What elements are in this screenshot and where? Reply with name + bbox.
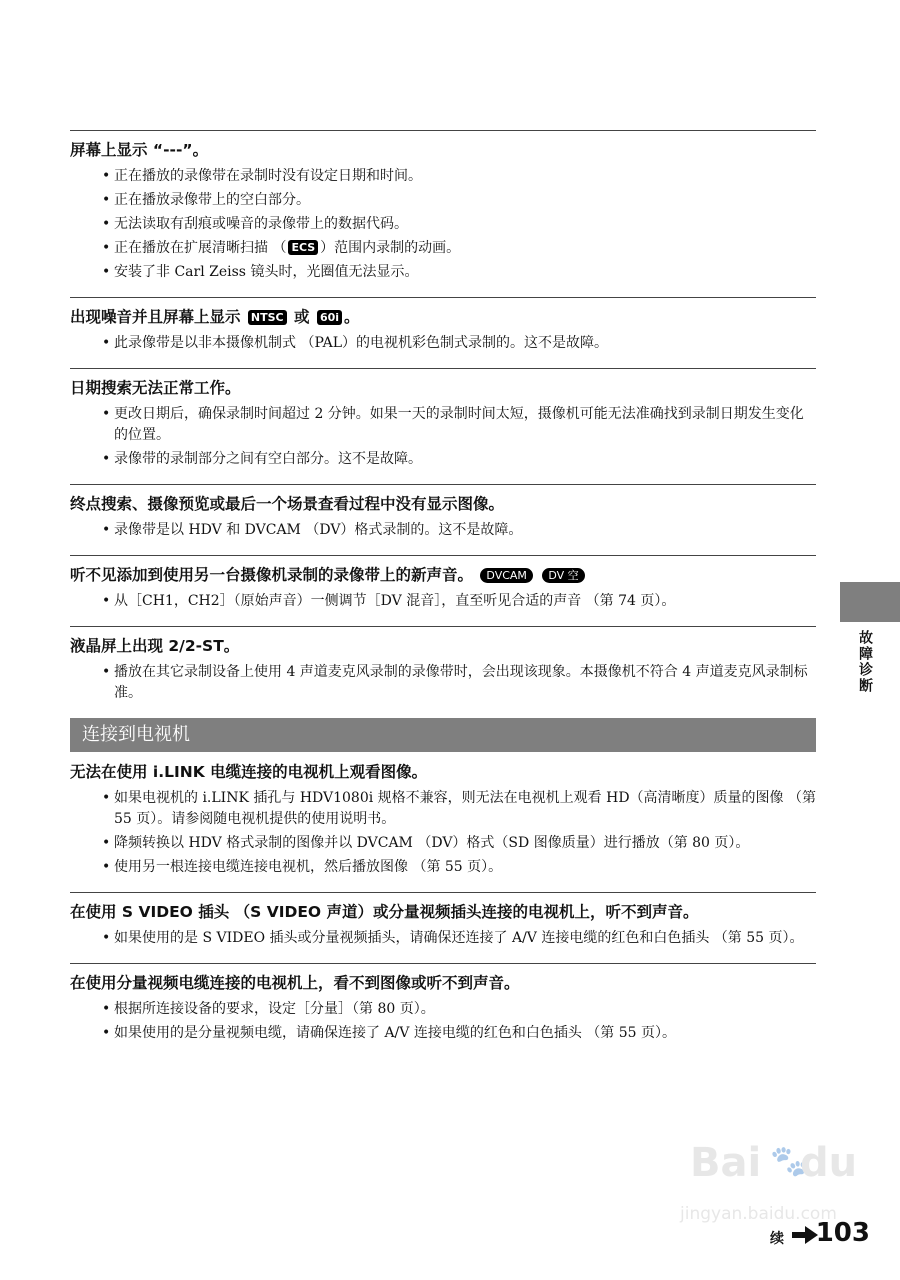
list-item: • 录像带的录制部分之间有空白部分。这不是故障。: [102, 451, 422, 467]
section-noise-display: [70, 307, 816, 354]
section-ilink: [70, 762, 816, 878]
bullet-list: [70, 520, 816, 541]
page-number: 103: [815, 1218, 870, 1248]
section-blank-display: [70, 140, 816, 283]
divider: [70, 892, 816, 893]
bullet-list: [70, 788, 816, 878]
list-item: • 使用另一根连接电缆连接电视机，然后播放图像 （第 55 页）。: [102, 859, 503, 875]
section-heading: 在使用分量视频电缆连接的电视机上，看不到图像或听不到声音。: [70, 974, 520, 992]
section-heading: 出现噪音并且屏幕上显示 NTSC 或 60i 。: [70, 308, 360, 326]
divider: [70, 963, 816, 964]
list-item: • 如果使用的是 S VIDEO 插头或分量视频插头，请确保还连接了 A/V 连接电缆的红色和白色插头 （第 55 页）。: [102, 930, 804, 946]
list-item: • 如果使用的是分量视频电缆，请确保连接了 A/V 连接电缆的红色和白色插头 （第 55 页）。: [102, 1025, 677, 1041]
bullet-list: [70, 662, 816, 704]
chapter-label: 故障诊断: [857, 630, 873, 694]
bullet-list: [70, 333, 816, 354]
section-end-search: [70, 494, 816, 541]
paw-icon: 🐾: [770, 1144, 808, 1179]
divider: [70, 626, 816, 627]
baidu-watermark: Bai 🐾 du jingyan.baidu.com: [680, 1140, 858, 1224]
bullet-list: [70, 591, 816, 612]
continued-label: 续: [770, 1231, 784, 1247]
divider: [70, 130, 816, 131]
section-date-search: [70, 378, 816, 470]
page-content: [70, 130, 816, 1058]
section-title-bar: 连接到电视机: [70, 718, 816, 752]
chapter-tab: [840, 582, 900, 622]
section-heading: 日期搜索无法正常工作。: [70, 379, 241, 397]
section-heading: 液晶屏上出现 2/2-ST。: [70, 637, 240, 655]
section-heading: 在使用 S VIDEO 插头 （S VIDEO 声道）或分量视频插头连接的电视机上，听不到声音。: [70, 903, 699, 921]
list-item: • 正在播放录像带上的空白部分。: [102, 192, 310, 208]
dvcam-badge-icon: DVCAM: [480, 568, 533, 583]
section-heading: 终点搜索、摄像预览或最后一个场景查看过程中没有显示图像。: [70, 495, 505, 513]
section-component-video: [70, 973, 816, 1044]
list-item: • 正在播放在扩展清晰扫描 （ ECS ）范围内录制的动画。: [102, 240, 461, 256]
60i-badge-icon: 60i: [317, 310, 342, 325]
ecs-badge-icon: ECS: [288, 240, 318, 255]
divider: [70, 297, 816, 298]
list-item: • 此录像带是以非本摄像机制式 （PAL）的电视机彩色制式录制的。这不是故障。: [102, 335, 608, 351]
arrow-right-icon: [792, 1226, 818, 1244]
list-item: • 更改日期后，确保录制时间超过 2 分钟。如果一天的录制时间太短，摄像机可能无法准确找到录制日期发生变化的位置。: [102, 406, 804, 443]
divider: [70, 555, 816, 556]
list-item: • 从［CH1，CH2］（原始声音）一侧调节［DV 混音］，直至听见合适的声音 （第 74 页）。: [102, 593, 676, 609]
bullet-list: [70, 999, 816, 1044]
list-item: • 播放在其它录制设备上使用 4 声道麦克风录制的录像带时，会出现该现象。本摄像机不符合 4 声道麦克风录制标准。: [102, 664, 808, 701]
section-heading: 无法在使用 i.LINK 电缆连接的电视机上观看图像。: [70, 763, 428, 781]
ntsc-badge-icon: NTSC: [248, 310, 287, 325]
list-item: • 安装了非 Carl Zeiss 镜头时，光圈值无法显示。: [102, 264, 419, 280]
list-item: • 根据所连接设备的要求，设定［分量］（第 80 页）。: [102, 1001, 435, 1017]
list-item: • 如果电视机的 i.LINK 插孔与 HDV1080i 规格不兼容，则无法在电视机上观看 HD（高清晰度）质量的图像 （第 55 页）。请参阅随电视机提供的使用说明书。: [102, 790, 817, 827]
list-item: • 正在播放的录像带在录制时没有设定日期和时间。: [102, 168, 422, 184]
bullet-list: [70, 166, 816, 283]
bullet-list: [70, 928, 816, 949]
list-item: • 无法读取有刮痕或噪音的录像带上的数据代码。: [102, 216, 408, 232]
list-item: • 录像带是以 HDV 和 DVCAM （DV）格式录制的。这不是故障。: [102, 522, 523, 538]
list-item: • 降频转换以 HDV 格式录制的图像并以 DVCAM （DV）格式（SD 图像质量）进行播放（第 80 页）。: [102, 835, 750, 851]
divider: [70, 368, 816, 369]
dv-badge-icon: DV 空: [542, 568, 584, 583]
page-footer: [760, 1218, 872, 1252]
section-s-video: [70, 902, 816, 949]
section-heading: 听不见添加到使用另一台摄像机录制的录像带上的新声音。 DVCAM DV 空: [70, 565, 816, 585]
section-new-sound: [70, 565, 816, 612]
divider: [70, 484, 816, 485]
bullet-list: [70, 404, 816, 470]
section-lcd-2-2-st: [70, 636, 816, 704]
section-heading: 屏幕上显示 “---”。: [70, 141, 209, 159]
